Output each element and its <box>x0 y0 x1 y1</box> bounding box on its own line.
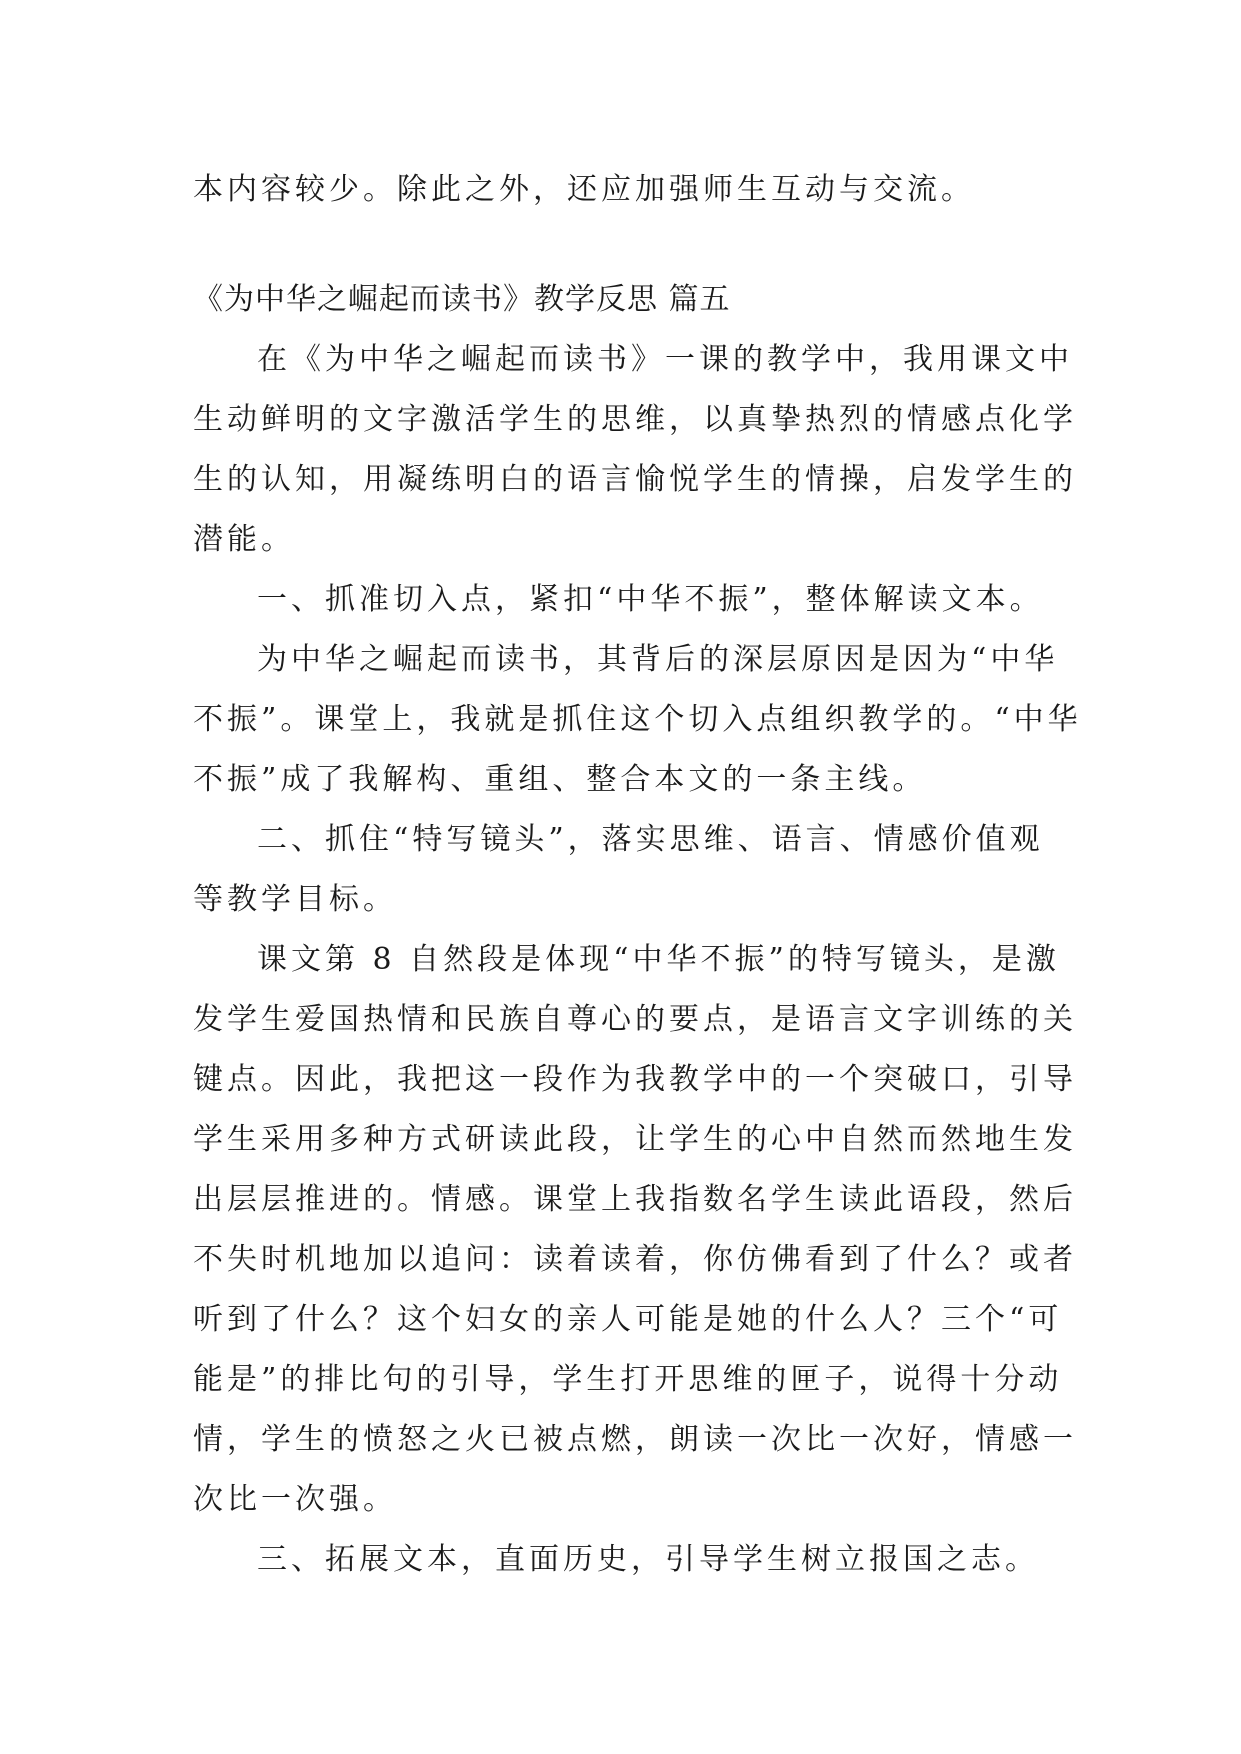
paragraph-intro <box>193 330 1077 570</box>
paragraph-line: 三、拓展文本，直面历史，引导学生树立报国之志。 <box>257 1542 1039 1577</box>
paragraph-heading-two <box>193 810 1053 930</box>
document-body <box>193 160 1082 1590</box>
paragraph-line: 课文第 8 自然段是体现“中华不振”的特写镜头，是激 <box>257 942 1060 977</box>
paragraph-line: 键点。因此，我把这一段作为我教学中的一个突破口，引导 <box>193 1062 1077 1097</box>
paragraph-line: 不失时机地加以追问：读着读着，你仿佛看到了什么？或者 <box>193 1242 1077 1277</box>
paragraph-line: 不振”成了我解构、重组、整合本文的一条主线。 <box>193 762 927 797</box>
paragraph-line: 生动鲜明的文字激活学生的思维，以真挚热烈的情感点化学 <box>193 402 1077 437</box>
paragraph-line: 听到了什么？这个妇女的亲人可能是她的什么人？三个“可 <box>193 1302 1063 1337</box>
paragraph-heading-one <box>193 570 1053 630</box>
paragraph-line: 不振”。课堂上，我就是抓住这个切入点组织教学的。“中华 <box>193 702 1082 737</box>
paragraph-line: 一、抓准切入点，紧扣“中华不振”，整体解读文本。 <box>257 582 1044 617</box>
paragraph-line: 为中华之崛起而读书，其背后的深层原因是因为“中华 <box>257 642 1059 677</box>
carry-over-line: 本内容较少。除此之外，还应加强师生互动与交流。 <box>193 172 975 207</box>
paragraph-line: 等教学目标。 <box>193 882 397 917</box>
paragraph-line: 潜能。 <box>193 522 295 557</box>
paragraph-line: 能是”的排比句的引导，学生打开思维的匣子，说得十分动 <box>193 1362 1063 1397</box>
spacer <box>193 220 1053 270</box>
paragraph-line: 学生采用多种方式研读此段，让学生的心中自然而然地生发 <box>193 1122 1077 1157</box>
paragraph-line: 生的认知，用凝练明白的语言愉悦学生的情操，启发学生的 <box>193 462 1077 497</box>
paragraph-line: 情，学生的愤怒之火已被点燃，朗读一次比一次好，情感一 <box>193 1422 1077 1457</box>
paragraph-line: 二、抓住“特写镜头”，落实思维、语言、情感价值观 <box>257 822 1044 857</box>
paragraph-line: 出层层推进的。情感。课堂上我指数名学生读此语段，然后 <box>193 1182 1077 1217</box>
paragraph-body-one <box>193 630 1082 810</box>
paragraph-heading-three <box>193 1530 1053 1590</box>
paragraph-line: 在《为中华之崛起而读书》一课的教学中，我用课文中 <box>257 342 1073 377</box>
paragraph-body-two <box>193 930 1077 1530</box>
paragraph-line: 发学生爱国热情和民族自尊心的要点，是语言文字训练的关 <box>193 1002 1077 1037</box>
section-title: 《为中华之崛起而读书》教学反思 篇五 <box>193 282 731 317</box>
paragraph-line: 次比一次强。 <box>193 1482 397 1517</box>
